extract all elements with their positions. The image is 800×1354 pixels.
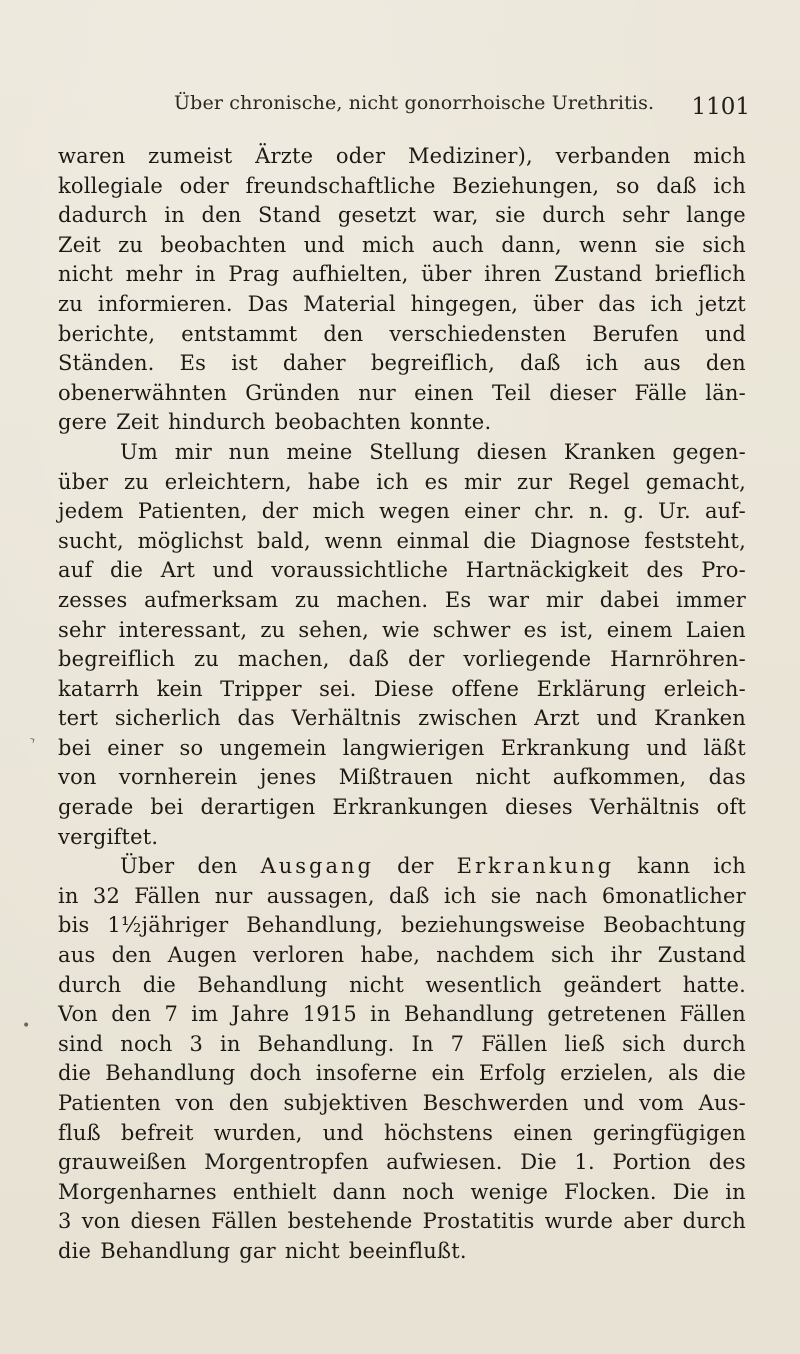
text-line: Über den Ausgang der Erkrankung kann ich [120, 854, 746, 879]
text-line: 3 von diesen Fällen bestehende Prostatitis wurde aber durch [58, 1209, 746, 1234]
text-line: gere Zeit hindurch beobachten konnte. [58, 410, 492, 435]
text-line: dadurch in den Stand gesetzt war, sie durch sehr lange [58, 203, 746, 228]
text-line: Ständen. Es ist daher begreiflich, daß ich aus den [58, 351, 746, 376]
text-line: jedem Patienten, der mich wegen einer chr. n. g. Ur. auf- [58, 499, 746, 524]
text-line: sucht, möglichst bald, wenn einmal die Diagnose feststeht, [58, 528, 746, 553]
text-line: kollegiale oder freundschaftliche Beziehungen, so daß ich [58, 173, 746, 198]
text-line: zu informieren. Das Material hingegen, über das ich jetzt [58, 291, 746, 316]
text-line: bei einer so ungemein langwierigen Erkrankung und läßt [58, 735, 746, 760]
body-text [58, 142, 746, 1267]
paragraph [58, 438, 746, 852]
text-line: aus den Augen verloren habe, nachdem sich ihr Zustand [58, 943, 746, 968]
text-line: nicht mehr in Prag aufhielten, über ihren Zustand brieflich [58, 262, 746, 287]
paragraph [58, 852, 746, 1266]
text-line: von vornherein jenes Mißtrauen nicht aufkommen, das [58, 765, 746, 790]
text-line: Um mir nun meine Stellung diesen Kranken gegen- [120, 439, 746, 464]
text-line: katarrh kein Tripper sei. Diese offene Erklärung erleich- [58, 676, 746, 701]
text-line: die Behandlung doch insoferne ein Erfolg erzielen, als die [58, 1061, 746, 1086]
text-line: grauweißen Morgentropfen aufwiesen. Die 1. Portion des [58, 1150, 746, 1175]
text-line: sehr interessant, zu sehen, wie schwer es ist, einem Laien [58, 617, 746, 642]
text-line: Von den 7 im Jahre 1915 in Behandlung getretenen Fällen [58, 1002, 746, 1027]
running-head [174, 92, 754, 124]
page-number: 1101 [691, 94, 750, 120]
text-line: über zu erleichtern, habe ich es mir zur Regel gemacht, [58, 469, 746, 494]
text-line: auf die Art und voraussichtliche Hartnäckigkeit des Pro- [58, 558, 746, 583]
text-line: gerade bei derartigen Erkrankungen dieses Verhältnis oft [58, 795, 746, 820]
margin-tick: › [26, 731, 40, 749]
text-line: obenerwähnten Gründen nur einen Teil dieser Fälle län- [58, 380, 746, 405]
text-line: die Behandlung gar nicht beeinflußt. [58, 1238, 467, 1263]
text-line: durch die Behandlung nicht wesentlich geändert hatte. [58, 972, 746, 997]
text-line: in 32 Fällen nur aussagen, daß ich sie nach 6monatlicher [58, 883, 746, 908]
running-title: Über chronische, nicht gonorrhoische Urethritis. [174, 92, 655, 114]
text-line: sind noch 3 in Behandlung. In 7 Fällen ließ sich durch [58, 1031, 746, 1056]
text-line: fluß befreit wurden, und höchstens einen geringfügigen [58, 1120, 746, 1145]
text-line: Zeit zu beobachten und mich auch dann, wenn sie sich [58, 232, 746, 257]
text-line: waren zumeist Ärzte oder Mediziner), verbanden mich [58, 144, 746, 168]
text-line: Patienten von den subjektiven Beschwerden und vom Aus- [58, 1091, 746, 1115]
text-line: tert sicherlich das Verhältnis zwischen Arzt und Kranken [58, 706, 746, 731]
text-line: zesses aufmerksam zu machen. Es war mir dabei immer [58, 587, 746, 612]
text-line: berichte, entstammt den verschiedensten Berufen und [58, 321, 746, 346]
margin-dot: • [22, 1018, 31, 1034]
paragraph [58, 142, 746, 438]
text-line: bis 1½jähriger Behandlung, beziehungsweise Beobachtung [58, 913, 746, 938]
text-line: Morgenharnes enthielt dann noch wenige Flocken. Die in [58, 1179, 746, 1204]
text-line: vergiftet. [58, 824, 159, 849]
text-line: begreiflich zu machen, daß der vorliegende Harnröhren- [58, 647, 746, 672]
